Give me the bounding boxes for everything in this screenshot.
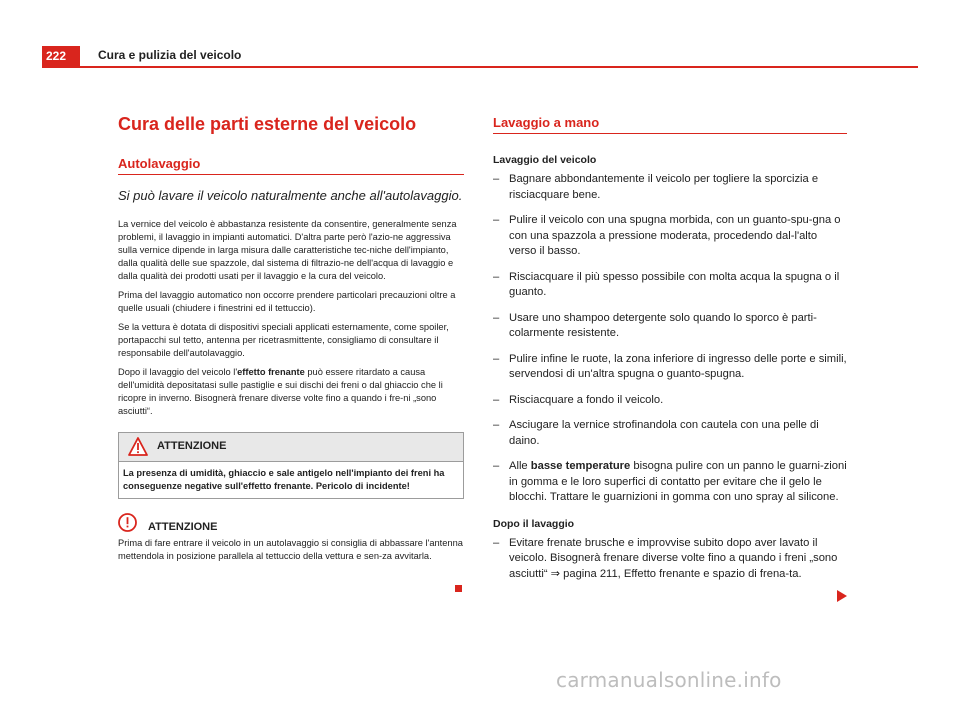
caution-text: Prima di fare entrare il veicolo in un autolavaggio si consiglia di abbassare l'antenna mettendola in posizione parallela al tettuccio della vettura e sen-za avvitarla. (118, 538, 463, 561)
list-item: – Bagnare abbondantemente il veicolo per togliere la sporcizia e risciacquare bene. (493, 172, 847, 203)
right-column (493, 115, 847, 592)
list-item (493, 459, 847, 506)
warning-title: ATTENZIONE (157, 440, 227, 452)
list-item-text: Alle (509, 460, 531, 472)
paragraph: La vernice del veicolo è abbastanza resistente da consentire, generalmente senza problemi, il lavaggio in impianti automatici. D'altra parte però l'azio-ne aggressiva sulla vernice dipende in larga misura dalle caratteristiche tec-niche dell'impianto, dalla qualità delle sue spazzole, dal sistema di filtrazio-ne dell'acqua di lavaggio e dalla qualità dei prodotti usati per il lavaggio e la cura del veicolo. (118, 219, 457, 281)
page-header (42, 46, 918, 68)
section-title-autolavaggio: Autolavaggio (118, 156, 464, 175)
caution-title: ATTENZIONE (148, 521, 218, 533)
list-item-text: bisogna pulire con un panno le guarni-zioni in gomma e le loro superfici di contatto per evitare che il gelo le blocchi. Trattare le guarnizioni in gomma con uno spray al silicone. (509, 460, 847, 503)
caution-note (118, 513, 464, 563)
left-column (118, 112, 464, 563)
page-number: 222 (42, 46, 80, 66)
caution-circle-icon (118, 513, 137, 532)
lead-text: Si può lavare il veicolo naturalmente anche all'autolavaggio. (118, 188, 463, 203)
list-item: – Usare uno shampoo detergente solo quando lo sporco è parti-colarmente resistente. (493, 311, 847, 342)
paragraph-text: può essere ritardato a causa dell'umidità depositatasi sulle pastiglie e sui dischi dei freni o dal ghiaccio che li ricopre in inverno. Bisognerà frenare diverse volte fino a quando i fre-ni „sono asciutti“. (118, 367, 443, 416)
bold-term: effetto frenante (237, 367, 305, 377)
watermark-text: carmanualsonline.info (556, 668, 782, 692)
subheading-dopo-il-lavaggio: Dopo il lavaggio (493, 517, 575, 530)
after-wash-list (493, 536, 847, 583)
section-title-lavaggio-a-mano: Lavaggio a mano (493, 115, 847, 134)
instruction-list (493, 172, 847, 506)
list-item: – Risciacquare a fondo il veicolo. (493, 393, 847, 409)
warning-box (118, 432, 464, 499)
warning-triangle-icon (128, 437, 148, 456)
paragraph-text: Dopo il lavaggio del veicolo l' (118, 367, 238, 377)
list-item: – Risciacquare il più spesso possibile con molta acqua la spugna o il guanto. (493, 270, 847, 301)
section-end-square-icon (455, 585, 462, 592)
chapter-title: Cura e pulizia del veicolo (98, 48, 242, 62)
main-title: Cura delle parti esterne del veicolo (118, 114, 417, 134)
paragraph: Se la vettura è dotata di dispositivi speciali applicati esternamente, come spoiler, portapacchi sul tetto, antenna per ricetrasmittente, consigliamo di consultare il responsabile dell'autolavaggio. (118, 322, 449, 358)
warning-header (119, 433, 463, 462)
list-item: – Pulire il veicolo con una spugna morbida, con un guanto-spu-gna o con una spazzola a pressione moderata, procedendo dal-l'alto verso il basso. (493, 213, 847, 260)
subheading-lavaggio-del-veicolo: Lavaggio del veicolo (493, 154, 597, 166)
warning-text: La presenza di umidità, ghiaccio e sale antigelo nell'impianto dei freni ha conseguenze negative sull'effetto frenante. Pericolo di incidente! (123, 468, 445, 491)
paragraph: Prima del lavaggio automatico non occorre prendere particolari precauzioni oltre a quelle usuali (chiudere i finestrini ed il tettuccio). (118, 290, 456, 313)
bold-term: basse temperature (530, 460, 631, 472)
list-item: – Pulire infine le ruote, la zona inferiore di ingresso delle porte e simili, servendosi di un'altra spugna o guanto-spugna. (493, 352, 847, 383)
list-item: – Asciugare la vernice strofinandola con cautela con una pelle di daino. (493, 418, 847, 449)
continue-arrow-icon (837, 590, 847, 602)
paragraph (118, 366, 464, 418)
list-item: – Evitare frenate brusche e improvvise subito dopo aver lavato il veicolo. Bisognerà frenare diverse volte fino a quando i freni „sono asciutti“ ⇒ pagina 211, Effetto frenante e spazio di frena-ta. (493, 536, 847, 583)
